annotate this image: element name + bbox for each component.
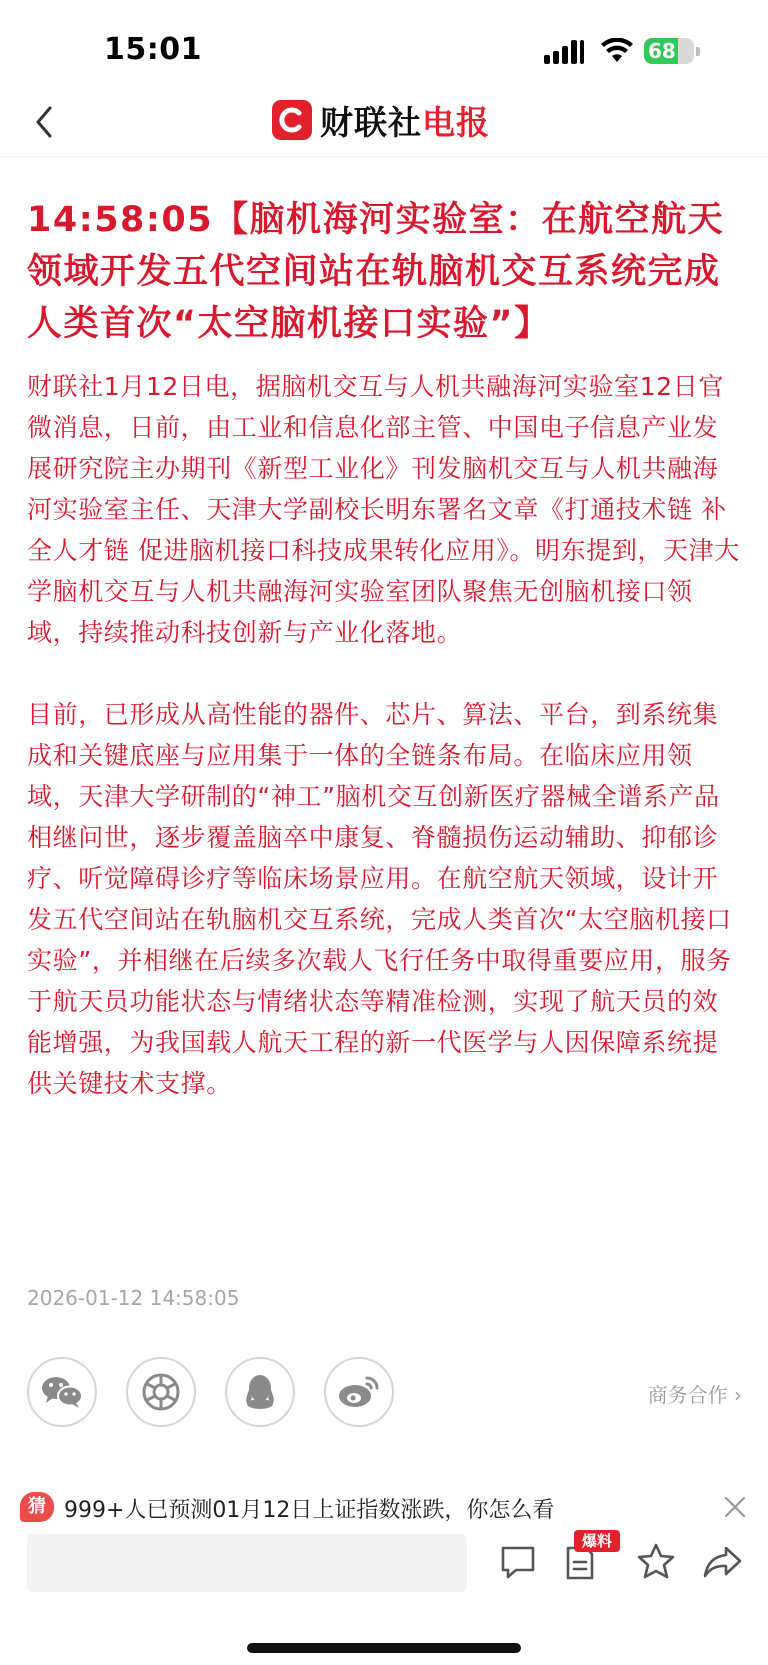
share-icon[interactable]	[700, 1540, 744, 1584]
app-logo	[272, 96, 490, 144]
share-wechat-button[interactable]	[27, 1357, 97, 1427]
moments-icon	[141, 1372, 181, 1412]
article-paragraph: 目前，已形成从高性能的器件、芯片、算法、平台，到系统集成和关键底座与应用集于一体的全链条布局。在临床应用领域，天津大学研制的“神工”脑机交互创新医疗器械全谱系产品相继问世，逐步覆盖脑卒中康复、脊髓损伤运动辅助、抑郁诊疗、听觉障碍诊疗等临床场景应用。在航空航天领域，设计开发五代空间站在轨脑机交互系统，完成人类首次“太空脑机接口实验”，并相继在后续多次载人飞行任务中取得重要应用，服务于航天员功能状态与情绪状态等精准检测，实现了航天员的效能增强，为我国载人航天工程的新一代医学与人因保障系统提供关键技术支撑。	[27, 700, 732, 1098]
nav-bar	[0, 90, 768, 157]
battery-level: 68	[648, 39, 676, 63]
status-bar	[0, 0, 768, 90]
comment-icon[interactable]	[496, 1540, 540, 1584]
article-paragraph: 财联社1月12日电，据脑机交互与人机共融海河实验室12日官微消息，日前，由工业和信息化部主管、中国电子信息产业发展研究院主办期刊《新型工业化》刊发脑机交互与人机共融海河实验室主任、天津大学副校长明东署名文章《打通技术链 补全人才链 促进脑机接口科技成果转化应用》。明东提到，天津大学脑机交互与人机共融海河实验室团队聚焦无创脑机接口领域，持续推动科技创新与产业化落地。	[27, 372, 740, 647]
home-indicator	[247, 1643, 521, 1653]
publish-time: 2026-01-12 14:58:05	[27, 1286, 240, 1310]
tip-badge: 爆料	[574, 1530, 620, 1552]
back-icon[interactable]	[30, 102, 60, 142]
close-icon[interactable]	[722, 1494, 748, 1520]
battery-icon	[644, 38, 702, 66]
prediction-banner[interactable]	[20, 1490, 748, 1526]
comment-input[interactable]	[27, 1534, 467, 1592]
article-headline: 14:58:05【脑机海河实验室：在航空航天领域开发五代空间站在轨脑机交互系统完成人类首次“太空脑机接口实验”】	[27, 200, 725, 344]
wifi-icon	[600, 38, 634, 64]
business-cooperation-link[interactable]: 商务合作 ›	[647, 1383, 742, 1407]
star-icon[interactable]	[634, 1540, 678, 1584]
qq-icon	[242, 1372, 278, 1412]
logo-text-section: 电报	[422, 102, 490, 142]
logo-mark-icon	[272, 100, 312, 140]
share-moments-button[interactable]	[126, 1357, 196, 1427]
article-body	[27, 194, 742, 1104]
prediction-text[interactable]: 999+人已预测01月12日上证指数涨跌，你怎么看	[64, 1498, 555, 1523]
weibo-icon	[337, 1374, 381, 1410]
wechat-icon	[40, 1374, 84, 1410]
guess-badge: 猜	[20, 1492, 54, 1522]
cellular-signal-icon	[544, 40, 584, 64]
bottom-toolbar	[0, 1530, 768, 1602]
share-qq-button[interactable]	[225, 1357, 295, 1427]
logo-text-brand: 财联社	[320, 102, 422, 142]
share-row	[27, 1357, 742, 1431]
status-time: 15:01	[104, 32, 202, 67]
share-weibo-button[interactable]	[324, 1357, 394, 1427]
